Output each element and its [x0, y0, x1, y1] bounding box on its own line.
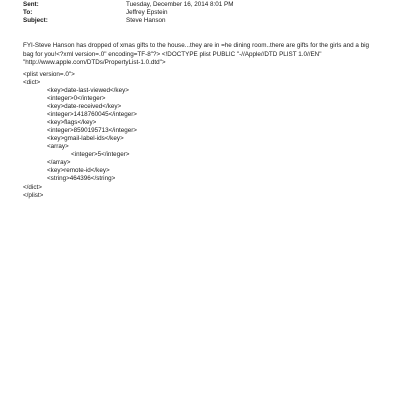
plist-line: </dict>: [23, 184, 42, 191]
plist-line: <integer>5</integer>: [71, 151, 130, 158]
subject-value: Steve Hanson: [126, 17, 166, 24]
plist-line: <key>gmail-label-ids</key>: [47, 135, 124, 142]
to-value: Jeffrey Epstein: [126, 9, 168, 16]
plist-line: </array>: [47, 159, 71, 166]
plist-line: <array>: [47, 143, 69, 150]
plist-line: <integer>8590195713</integer>: [47, 127, 137, 134]
plist-line: <key>flags</key>: [47, 119, 97, 126]
plist-line: <key>date-last-viewed</key>: [47, 87, 129, 94]
message-paragraph: FYI-Steve Hanson has dropped of xmas gifts to the house...they are in =he dining room..there are gifts for the girls and a big bag for you!<?xml version=.0" encoding=TF-8"?> <!DOCTYPE plist PUBLIC "-//Apple//DTD PLIST 1.0//EN" "http://www.apple.com/DTDs/PropertyList-1.0.dtd">: [23, 42, 369, 66]
sent-label: Sent:: [23, 1, 39, 8]
plist-line: <key>remote-id</key>: [47, 167, 110, 174]
to-label: To:: [23, 9, 33, 16]
plist-line: <string>464396</string>: [47, 175, 116, 182]
subject-label: Subject:: [23, 17, 48, 24]
plist-line: </plist>: [23, 192, 44, 199]
sent-value: Tuesday, December 16, 2014 8:01 PM: [126, 1, 234, 8]
plist-line: <plist version=.0">: [23, 71, 75, 78]
plist-line: <key>date-received</key>: [47, 103, 122, 110]
plist-line: <integer>0</integer>: [47, 95, 106, 102]
plist-line: <dict>: [23, 79, 41, 86]
plist-line: <integer>1418760045</integer>: [47, 111, 137, 118]
message-body: [23, 42, 379, 68]
